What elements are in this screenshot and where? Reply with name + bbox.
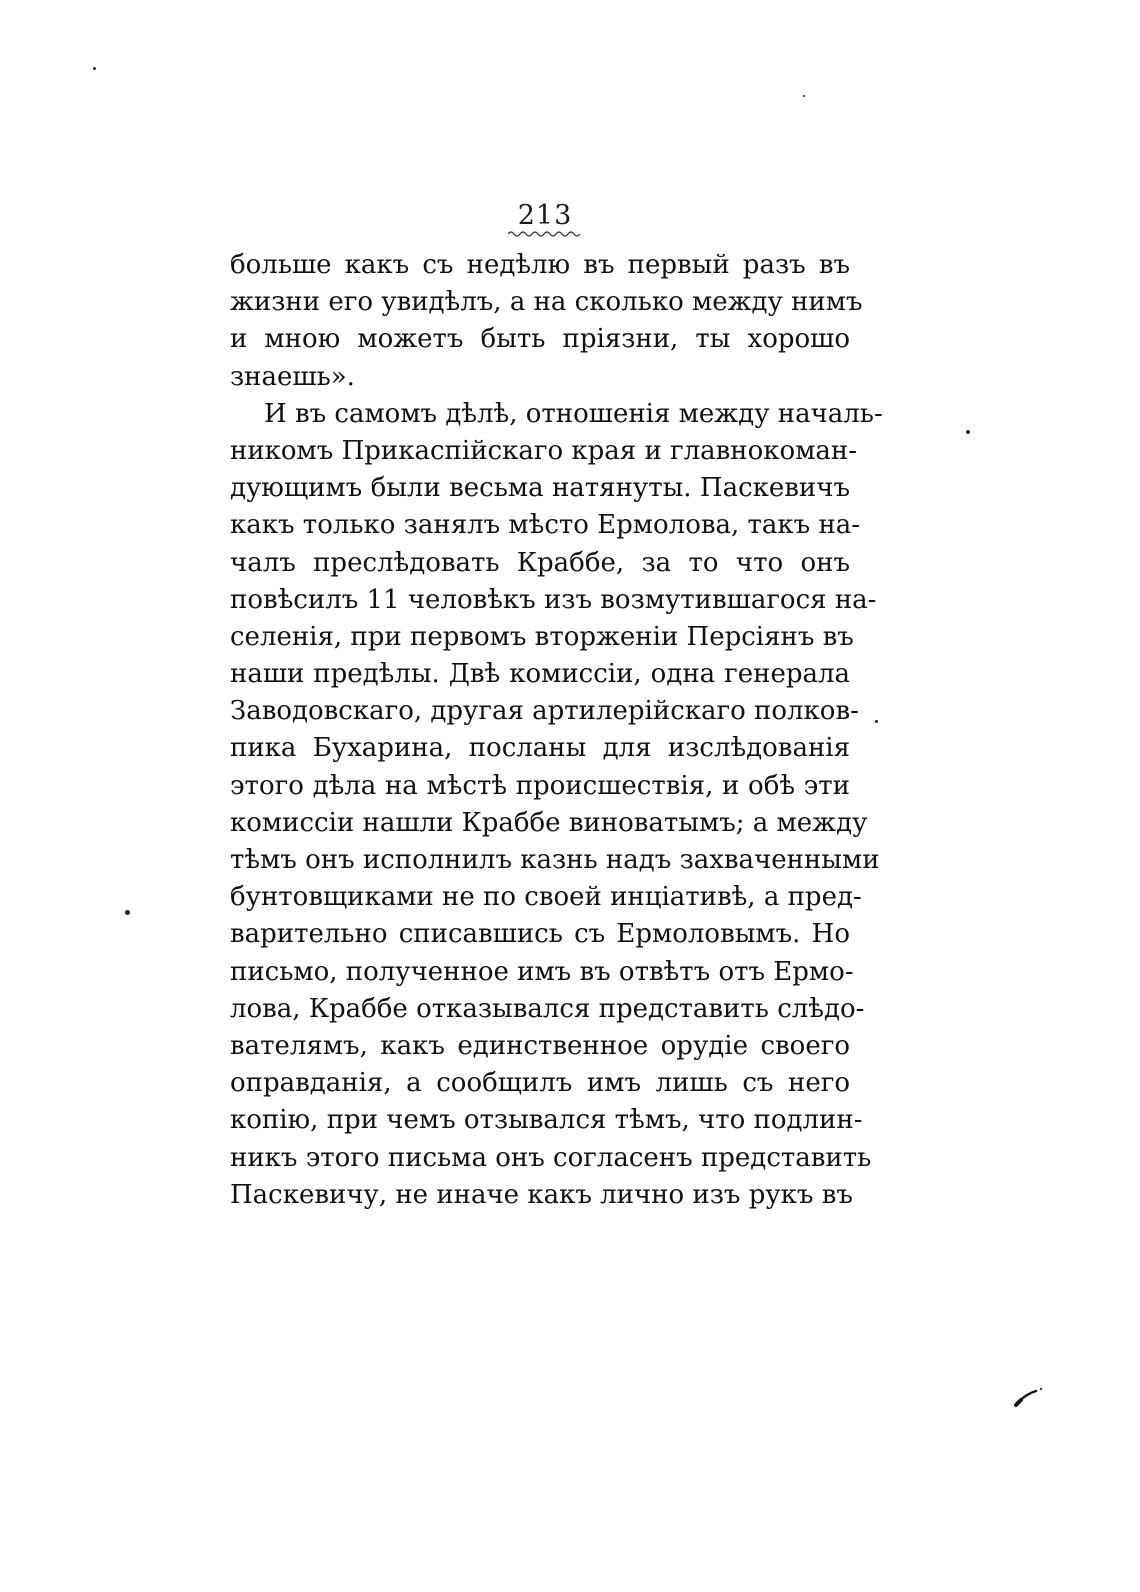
text-line: Заводовскаго, другая артилерійскаго полков- <box>230 696 859 727</box>
text-line: этого дѣла на мѣстѣ происшествія, и обѣ эти <box>230 770 850 801</box>
scan-speck <box>966 430 970 434</box>
text-line: варительно списавшись съ Ермоловымъ. Но <box>230 919 850 950</box>
text-line: селенія, при первомъ вторженіи Персіянъ въ <box>230 621 854 652</box>
text-line: лова, Краббе отказывался представить слѣдо- <box>230 993 865 1024</box>
scan-speck <box>803 95 805 97</box>
scan-speck <box>93 67 96 70</box>
text-line: Паскевичу, не иначе какъ лично изъ рукъ въ <box>230 1179 853 1210</box>
text-line: знаешь». <box>230 361 355 392</box>
scan-speck <box>125 910 130 915</box>
ink-mark <box>1012 1385 1046 1409</box>
text-line: письмо, полученное имъ въ отвѣтъ отъ Ермо- <box>230 956 854 987</box>
body-text <box>230 247 883 1214</box>
text-line: комиссіи нашли Краббе виноватымъ; а между <box>230 807 868 838</box>
text-line: бунтовщиками не по своей инціативѣ, а пред- <box>230 882 862 913</box>
wavy-rule-ornament <box>508 228 580 240</box>
text-line: какъ только занялъ мѣсто Ермолова, такъ на- <box>230 510 861 541</box>
text-line: никъ этого письма онъ согласенъ представить <box>230 1142 872 1173</box>
text-line: дующимъ были весьма натянуты. Паскевичъ <box>230 473 850 504</box>
scan-speck <box>875 720 878 723</box>
text-line: оправданія, а сообщилъ имъ лишь съ него <box>230 1068 850 1099</box>
text-line: И въ самомъ дѣлѣ, отношенія между началь- <box>264 398 883 429</box>
text-line: чалъ преслѣдовать Краббе, за то что онъ <box>230 547 850 578</box>
text-line: копію, при чемъ отзывался тѣмъ, что подлин- <box>230 1105 863 1136</box>
text-line: никомъ Прикаспійскаго края и главнокоман- <box>230 435 858 466</box>
text-line: и мною можетъ быть пріязни, ты хорошо <box>230 324 850 355</box>
page-number: 213 <box>517 200 573 231</box>
text-line: больше какъ съ недѣлю въ первый разъ въ <box>230 250 850 280</box>
text-line: вателямъ, какъ единственное орудіе своего <box>230 1030 850 1061</box>
text-line: тѣмъ онъ исполнилъ казнь надъ захваченными <box>230 845 880 875</box>
text-line: пика Бухарина, посланы для изслѣдованія <box>230 733 850 764</box>
text-line: жизни его увидѣлъ, а на сколько между нимъ <box>230 287 863 318</box>
text-line: повѣсилъ 11 человѣкъ изъ возмутившагося на- <box>230 584 877 615</box>
text-line: наши предѣлы. Двѣ комиссіи, одна генерала <box>230 659 850 690</box>
